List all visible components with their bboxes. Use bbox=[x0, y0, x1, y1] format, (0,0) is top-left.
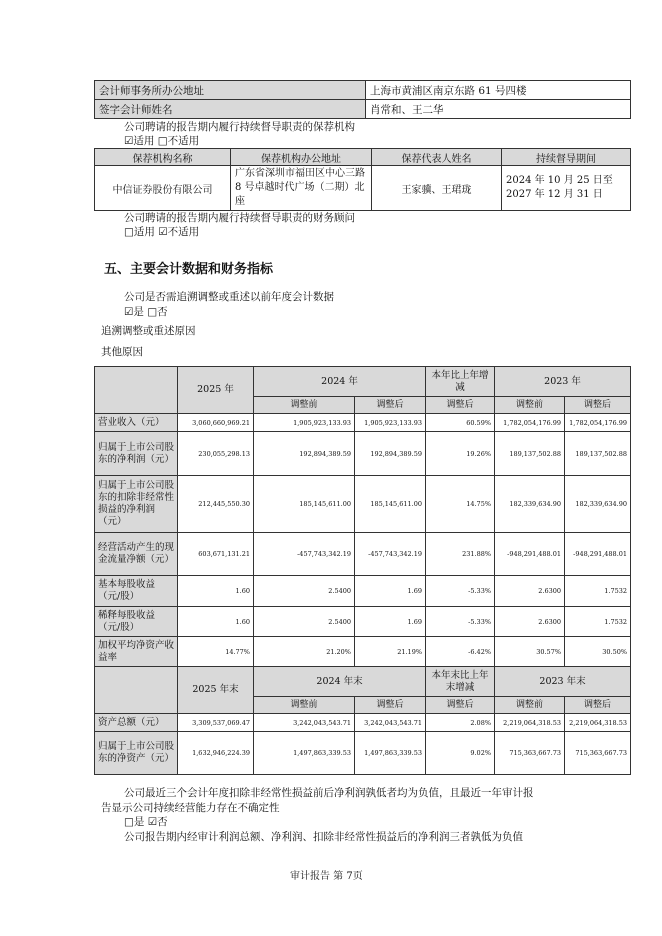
cell: 2,219,064,318.53 bbox=[495, 714, 565, 732]
sponsor-intro: 公司聘请的报告期内履行持续督导职责的保荐机构 bbox=[124, 121, 355, 133]
table-row bbox=[95, 81, 631, 100]
cell: 1.7532 bbox=[565, 607, 631, 637]
table-header-row bbox=[95, 667, 631, 697]
cell: 230,055,298.13 bbox=[178, 432, 254, 476]
col-sponsor-address: 保荐机构办公地址 bbox=[231, 149, 372, 166]
cell: 1.60 bbox=[178, 576, 254, 607]
cell: 1,782,054,176.99 bbox=[565, 414, 631, 432]
cell: -6.42% bbox=[426, 637, 495, 667]
cell: 715,363,667.73 bbox=[565, 732, 631, 775]
cell: 1.69 bbox=[355, 576, 426, 607]
restatement-question: 公司是否需追溯调整或重述以前年度会计数据 bbox=[124, 291, 334, 303]
row-label: 归属于上市公司股东的扣除非经常性损益的净利润（元） bbox=[95, 476, 178, 533]
cell: 30.50% bbox=[565, 637, 631, 667]
table-row bbox=[95, 607, 631, 637]
cell: 182,339,634.90 bbox=[565, 476, 631, 533]
col-sponsor-name: 保荐机构名称 bbox=[95, 149, 231, 166]
cell: 1,632,946,224.39 bbox=[178, 732, 254, 775]
header-2023-after: 调整后 bbox=[565, 397, 631, 414]
cell: 30.57% bbox=[495, 637, 565, 667]
cell: 2,219,064,318.53 bbox=[565, 714, 631, 732]
header-2023-before: 调整前 bbox=[495, 397, 565, 414]
table-header-row bbox=[95, 149, 631, 166]
row-label: 加权平均净资产收益率 bbox=[95, 637, 178, 667]
header-change-end: 本年末比上年末增减 bbox=[426, 667, 495, 697]
cell: 182,339,634.90 bbox=[495, 476, 565, 533]
cell: 1,497,863,339.53 bbox=[355, 732, 426, 775]
cell: 14.75% bbox=[426, 476, 495, 533]
cell: 19.26% bbox=[426, 432, 495, 476]
cell: 3,242,043,543.71 bbox=[355, 714, 426, 732]
header-blank bbox=[95, 367, 178, 414]
cell: -948,291,488.01 bbox=[495, 533, 565, 576]
section-title: 五、主要会计数据和财务指标 bbox=[104, 262, 274, 277]
table-header-row bbox=[95, 367, 631, 397]
cell: 1,905,923,133.93 bbox=[355, 414, 426, 432]
row-label: 稀释每股收益（元/股） bbox=[95, 607, 178, 637]
header-2024: 2024 年 bbox=[254, 367, 426, 397]
table-row bbox=[95, 100, 631, 119]
col-sponsor-period: 持续督导期间 bbox=[502, 149, 631, 166]
cell: 231.88% bbox=[426, 533, 495, 576]
cell: -5.33% bbox=[426, 576, 495, 607]
negative-profit-statement: 公司报告期内经审计利润总额、净利润、扣除非经常性损益后的净利润三者孰低为负值 bbox=[124, 831, 523, 843]
header-change: 本年比上年增减 bbox=[426, 367, 495, 397]
cell: 3,242,043,543.71 bbox=[254, 714, 355, 732]
cell: 603,671,131.21 bbox=[178, 533, 254, 576]
row-label: 经营活动产生的现金流量净额（元） bbox=[95, 533, 178, 576]
cell: -457,743,342.19 bbox=[355, 533, 426, 576]
table-row bbox=[95, 432, 631, 476]
cell: -457,743,342.19 bbox=[254, 533, 355, 576]
header-2023: 2023 年 bbox=[495, 367, 631, 397]
cell: 2.5400 bbox=[254, 576, 355, 607]
row-label: 归属于上市公司股东的净资产（元） bbox=[95, 732, 178, 775]
cell: 2.08% bbox=[426, 714, 495, 732]
cell: 2.5400 bbox=[254, 607, 355, 637]
sponsor-reps: 王家骥、王珺珑 bbox=[372, 166, 502, 211]
header-2023-end: 2023 年末 bbox=[495, 667, 631, 697]
cell: 2.6300 bbox=[495, 607, 565, 637]
auditor-names-label: 签字会计师姓名 bbox=[95, 100, 366, 119]
header-2024-after: 调整后 bbox=[355, 697, 426, 714]
table-row bbox=[95, 414, 631, 432]
cell: 3,309,537,069.47 bbox=[178, 714, 254, 732]
header-2024-before: 调整前 bbox=[254, 397, 355, 414]
going-concern-answer: □是 ☑否 bbox=[124, 816, 168, 828]
sponsor-period-start: 2024 年 10 月 25 日至 bbox=[506, 175, 613, 186]
header-change-after: 调整后 bbox=[426, 697, 495, 714]
table-row bbox=[95, 714, 631, 732]
cell: -5.33% bbox=[426, 607, 495, 637]
table-row bbox=[95, 476, 631, 533]
cell: -948,291,488.01 bbox=[565, 533, 631, 576]
sponsor-applicable: ☑适用 □不适用 bbox=[124, 135, 200, 147]
header-2023-before: 调整前 bbox=[495, 697, 565, 714]
cell: 185,145,611.00 bbox=[254, 476, 355, 533]
cell: 1.7532 bbox=[565, 576, 631, 607]
table-row bbox=[95, 166, 631, 211]
row-label: 营业收入（元） bbox=[95, 414, 178, 432]
header-blank bbox=[95, 667, 178, 714]
header-2024-after: 调整后 bbox=[355, 397, 426, 414]
auditor-table bbox=[94, 80, 631, 119]
cell: 192,894,389.59 bbox=[254, 432, 355, 476]
sponsor-period bbox=[502, 166, 631, 211]
advisor-intro: 公司聘请的报告期内履行持续督导职责的财务顾问 bbox=[124, 212, 355, 224]
cell: 189,137,502.88 bbox=[495, 432, 565, 476]
row-label: 基本每股收益（元/股） bbox=[95, 576, 178, 607]
row-label: 归属于上市公司股东的净利润（元） bbox=[95, 432, 178, 476]
cell: 9.02% bbox=[426, 732, 495, 775]
header-2025-end: 2025 年末 bbox=[178, 667, 254, 714]
header-2024-before: 调整前 bbox=[254, 697, 355, 714]
going-concern-line2: 告显示公司持续经营能力存在不确定性 bbox=[101, 802, 280, 814]
header-2025: 2025 年 bbox=[178, 367, 254, 414]
cell: 21.20% bbox=[254, 637, 355, 667]
table-row bbox=[95, 732, 631, 775]
cell: 212,445,550.30 bbox=[178, 476, 254, 533]
sponsor-name: 中信证券股份有限公司 bbox=[95, 166, 231, 211]
cell: 1.60 bbox=[178, 607, 254, 637]
cell: 715,363,667.73 bbox=[495, 732, 565, 775]
col-sponsor-reps: 保荐代表人姓名 bbox=[372, 149, 502, 166]
cell: 1,782,054,176.99 bbox=[495, 414, 565, 432]
sponsor-address: 广东省深圳市福田区中心三路 8 号卓越时代广场（二期）北座 bbox=[231, 166, 372, 211]
sponsor-period-end: 2027 年 12 月 31 日 bbox=[506, 189, 603, 200]
table-row bbox=[95, 637, 631, 667]
restatement-answer: ☑是 □否 bbox=[124, 306, 168, 318]
financial-data-table bbox=[94, 366, 631, 775]
going-concern-line1: 公司最近三个会计年度扣除非经常性损益前后净利润孰低者均为负值，且最近一年审计报 bbox=[124, 787, 534, 799]
cell: 21.19% bbox=[355, 637, 426, 667]
cell: 2.6300 bbox=[495, 576, 565, 607]
cell: 189,137,502.88 bbox=[565, 432, 631, 476]
header-2024-end: 2024 年末 bbox=[254, 667, 426, 697]
sponsor-table bbox=[94, 148, 631, 211]
header-change-after: 调整后 bbox=[426, 397, 495, 414]
row-label: 资产总额（元） bbox=[95, 714, 178, 732]
cell: 3,060,660,969.21 bbox=[178, 414, 254, 432]
header-2023-after: 调整后 bbox=[565, 697, 631, 714]
cell: 1.69 bbox=[355, 607, 426, 637]
page-footer: 审计报告 第 7页 bbox=[290, 871, 363, 882]
cell: 60.59% bbox=[426, 414, 495, 432]
cell: 1,905,923,133.93 bbox=[254, 414, 355, 432]
cell: 1,497,863,339.53 bbox=[254, 732, 355, 775]
advisor-applicable: □适用 ☑不适用 bbox=[124, 226, 200, 238]
auditor-names-value: 肖常和、王二华 bbox=[366, 100, 631, 119]
cell: 14.77% bbox=[178, 637, 254, 667]
cell: 192,894,389.59 bbox=[355, 432, 426, 476]
table-row bbox=[95, 533, 631, 576]
restatement-reason: 追溯调整或重述原因 bbox=[101, 325, 196, 337]
auditor-address-label: 会计师事务所办公地址 bbox=[95, 81, 366, 100]
table-row bbox=[95, 576, 631, 607]
other-reason: 其他原因 bbox=[101, 346, 143, 358]
cell: 185,145,611.00 bbox=[355, 476, 426, 533]
auditor-address-value: 上海市黄浦区南京东路 61 号四楼 bbox=[366, 81, 631, 100]
